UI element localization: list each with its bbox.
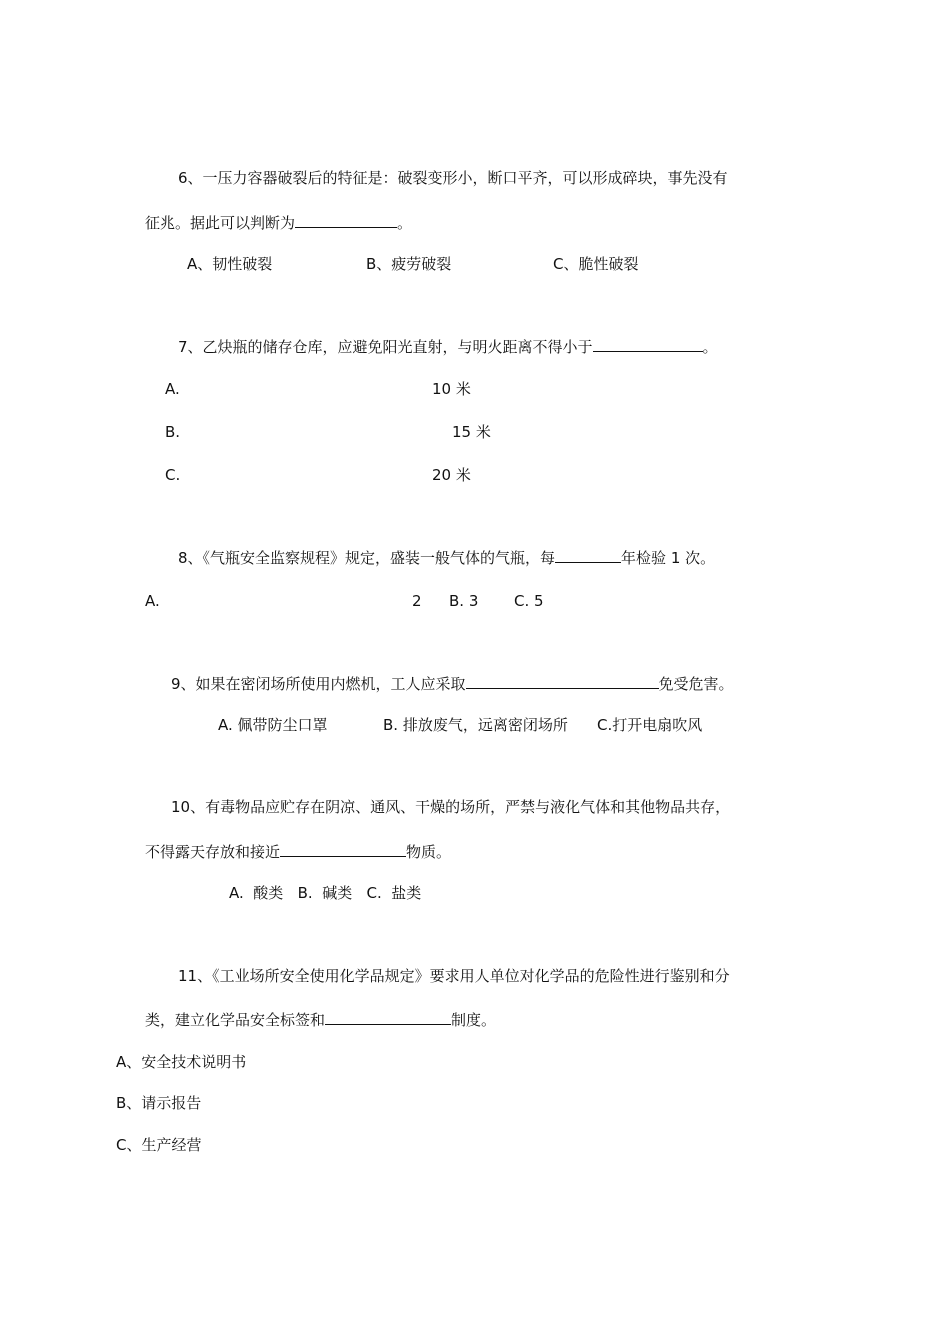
q8-option-a-label: A. xyxy=(145,592,160,610)
q11-stem-line2 xyxy=(145,1010,496,1030)
q6-stem-line2 xyxy=(145,213,412,233)
q11-answer-blank xyxy=(325,1010,451,1025)
q7-option-b-label: B. xyxy=(165,423,181,441)
q6-option-a: A、韧性破裂 xyxy=(187,255,273,273)
q8-option-b: B. 3 xyxy=(449,592,479,610)
q7-option-c-value: 20 米 xyxy=(432,466,471,484)
q10-stem-prefix: 不得露天存放和接近 xyxy=(145,843,281,861)
q7-option-c-label: C. xyxy=(165,466,181,484)
q8-stem-suffix: 年检验 1 次。 xyxy=(621,549,716,567)
q6-stem-prefix: 征兆。据此可以判断为 xyxy=(145,214,296,232)
q9-stem-suffix: 免受危害。 xyxy=(658,675,734,693)
q8-stem xyxy=(178,548,715,568)
q6-option-b: B、疲劳破裂 xyxy=(366,255,452,273)
q10-stem-line2 xyxy=(145,842,451,862)
q11-option-b: B、请示报告 xyxy=(116,1094,202,1112)
q7-stem-prefix: 7、乙炔瓶的储存仓库，应避免阳光直射，与明火距离不得小于 xyxy=(178,338,593,356)
q7-option-b-value: 15 米 xyxy=(452,423,491,441)
q9-answer-blank xyxy=(466,674,659,689)
q8-stem-prefix: 8、《气瓶安全监察规程》规定，盛装一般气体的气瓶，每 xyxy=(178,549,556,567)
q7-stem-suffix: 。 xyxy=(702,338,718,356)
q8-answer-blank xyxy=(555,548,621,563)
q8-option-c: C. 5 xyxy=(514,592,544,610)
q7-answer-blank xyxy=(593,337,703,352)
q9-option-c: C.打开电扇吹风 xyxy=(597,716,703,734)
q6-answer-blank xyxy=(295,213,397,228)
q11-stem-suffix: 制度。 xyxy=(451,1011,497,1029)
q10-stem-line1: 10、有毒物品应贮存在阴凉、通风、干燥的场所，严禁与液化气体和其他物品共存， xyxy=(171,798,731,816)
q10-answer-blank xyxy=(280,842,406,857)
q11-stem-prefix: 类，建立化学品安全标签和 xyxy=(145,1011,326,1029)
q9-stem-prefix: 9、如果在密闭场所使用内燃机，工人应采取 xyxy=(171,675,466,693)
q7-option-a-value: 10 米 xyxy=(432,380,471,398)
q9-option-b: B. 排放废气，远离密闭场所 xyxy=(383,716,568,734)
q11-option-c: C、生产经营 xyxy=(116,1136,202,1154)
q11-option-a: A、安全技术说明书 xyxy=(116,1053,247,1071)
q7-stem xyxy=(178,337,718,357)
q11-stem-line1: 11、《工业场所安全使用化学品规定》要求用人单位对化学品的危险性进行鉴别和分 xyxy=(178,967,730,985)
q10-options: A. 酸类 B. 碱类 C. 盐类 xyxy=(229,884,422,902)
q6-option-c: C、脆性破裂 xyxy=(553,255,639,273)
q7-option-a-label: A. xyxy=(165,380,180,398)
q6-stem-line1: 6、一压力容器破裂后的特征是：破裂变形小，断口平齐，可以形成碎块，事先没有 xyxy=(178,169,728,187)
q8-option-a-value: 2 xyxy=(412,592,422,610)
q6-stem-suffix: 。 xyxy=(397,214,413,232)
q9-option-a: A. 佩带防尘口罩 xyxy=(218,716,328,734)
q9-stem xyxy=(171,674,734,694)
q10-stem-suffix: 物质。 xyxy=(406,843,452,861)
